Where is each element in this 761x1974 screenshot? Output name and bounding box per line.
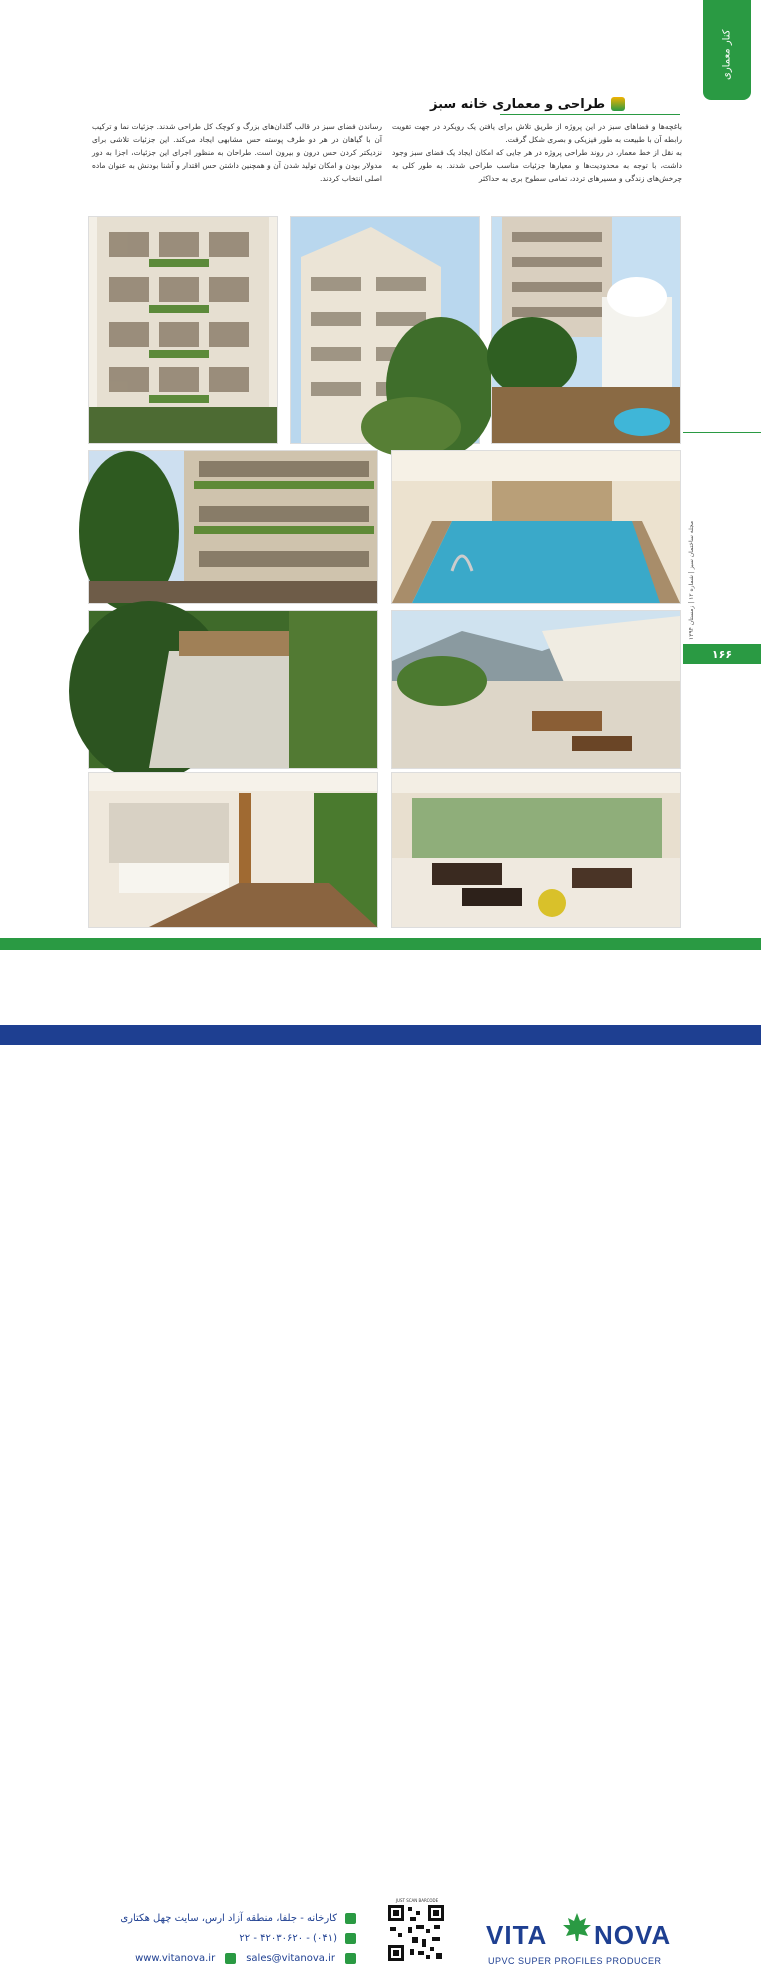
building-icon — [611, 97, 625, 111]
qr-caption: JUST SCAN BARCODE — [395, 1898, 439, 1903]
vitanova-logo — [484, 1910, 684, 1974]
footer-band-green — [0, 938, 761, 950]
phone-text: (۰۴۱) - ۴۲۰۳۰۶۲۰ - ۲۲ — [239, 1932, 337, 1944]
article-heading — [430, 92, 680, 116]
phone-row — [60, 1928, 356, 1948]
article-title: طراحی و معماری خانه سبز — [430, 96, 606, 112]
photo-indoor-pool — [391, 450, 681, 604]
photo-garden-courtyard — [88, 610, 378, 769]
web-row — [60, 1948, 356, 1968]
location-icon — [345, 1913, 356, 1924]
qr-code[interactable] — [386, 1898, 448, 1974]
photo-courtyard-dome — [491, 216, 681, 444]
address-text: کارخانه - جلفا، منطقه آزاد ارس، سایت چهل هکتاری — [120, 1912, 337, 1924]
text-column-right — [392, 120, 682, 185]
page-number: ۱۶۶ — [683, 644, 761, 664]
maple-leaf-icon — [562, 1912, 592, 1942]
photo-facade-lower — [88, 450, 378, 604]
paragraph: رساندن فضای سبز در قالب گلدان‌های بزرگ و کوچک کل طراحی شدند. جزئیات نما و ترکیب آن با گیاهان در هر دو طرف پوسته حس مشابهی ایجاد می‌کند. این جزئیات تلاشی برای نزدیکتر کردن حس درون و بیرون است. طراحان به منظور اجرای این جزئیات، اجزا به دور مدولار بودن و امکان تولید شدن آن و همچنین داشتن حس اقتدار و آشنا بودنش به عنوان ماده اصلی انتخاب کردند. — [92, 122, 382, 183]
qr-icon — [386, 1903, 446, 1963]
email-icon — [225, 1953, 236, 1964]
website-link[interactable]: www.vitanova.ir — [135, 1952, 216, 1964]
photo-kitchen — [88, 772, 378, 928]
logo-vita: VITA — [486, 1920, 548, 1950]
side-caption: مجله ساختمان سبز | شماره ۱۲ | زمستان ۱۳۹۴ — [688, 520, 695, 640]
photo-living-room — [391, 772, 681, 928]
section-tab — [703, 0, 751, 100]
heading-rule — [500, 114, 680, 115]
email-link[interactable]: sales@vitanova.ir — [246, 1952, 335, 1964]
photo-roof-terrace — [391, 610, 681, 769]
web-icon — [345, 1953, 356, 1964]
side-divider — [683, 432, 761, 433]
section-tab-label: کنار معماری — [721, 29, 733, 81]
paragraph: باغچه‌ها و فضاهای سبز در این پروژه از طریق تلاش برای یافتن یک رویکرد در جهت تقویت رابطه آن با طبیعت به طور فیزیکی و بصری شکل گرفت. — [392, 122, 682, 144]
logo-nova: NOVA — [594, 1920, 672, 1950]
footer — [0, 950, 761, 1966]
logo-tagline: UPVC SUPER PROFILES PRODUCER — [488, 1956, 662, 1966]
phone-icon — [345, 1933, 356, 1944]
photo-facade-front — [88, 216, 278, 444]
text-column-left — [92, 120, 382, 185]
footer-band-blue — [0, 1025, 761, 1045]
address-row — [60, 1908, 356, 1928]
paragraph: به نقل از خط معمار، در روند طراحی پروژه در هر جایی که امکان ایجاد یک فضای سبز وجود داشت، با توجه به محدودیت‌ها و معیارها جزئیات مناسب طراحی شدند. به طور کلی به چرخش‌های زندگی و مسیرهای تردد، تمامی سطوح بری به حداکثر — [392, 148, 682, 183]
contact-info — [60, 1908, 356, 1968]
photo-facade-corner — [290, 216, 480, 444]
